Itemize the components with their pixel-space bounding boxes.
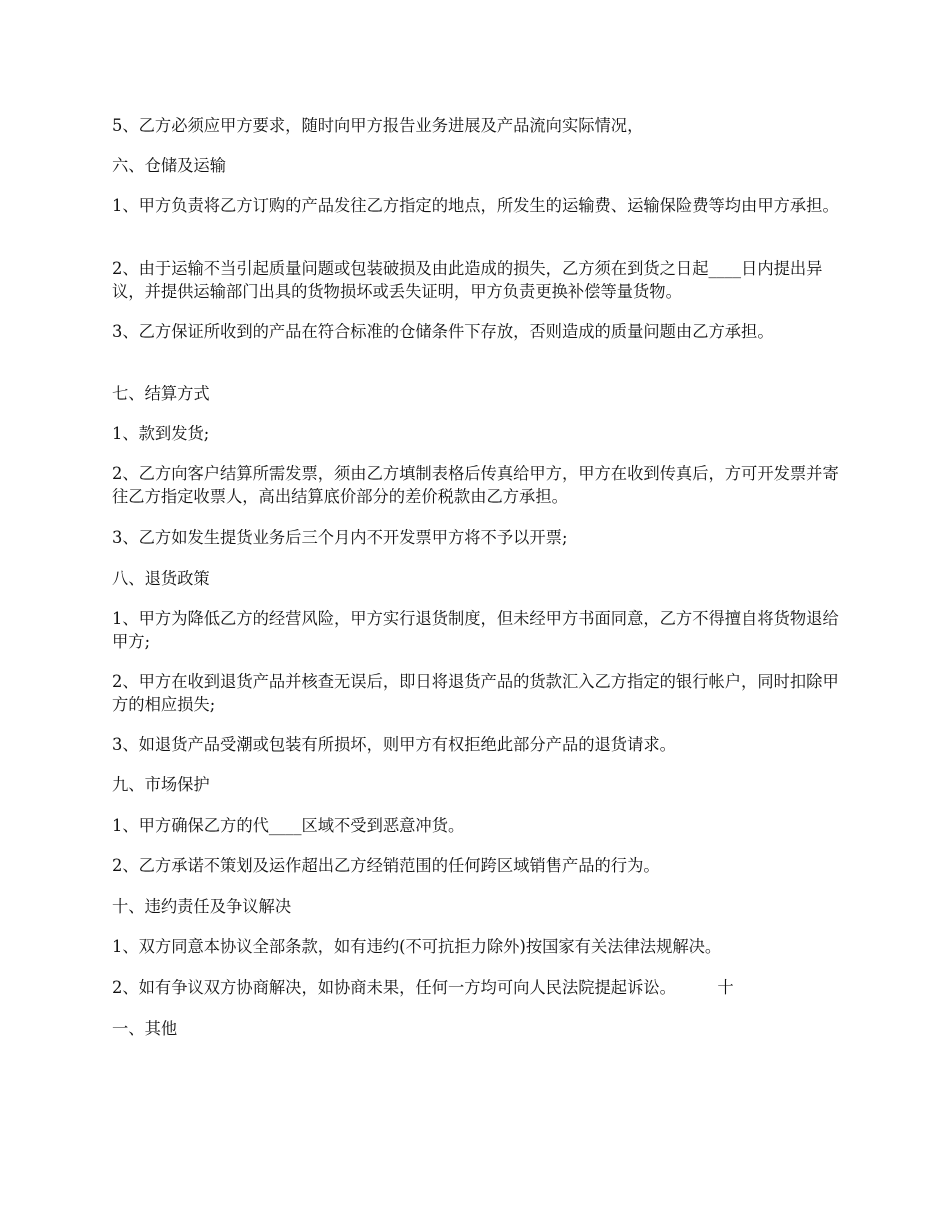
- paragraph: 1、款到发货;: [112, 424, 210, 443]
- paragraph: 2、乙方向客户结算所需发票，须由乙方填制表格后传真给甲方，甲方在收到传真后，方可开发票并寄往乙方指定收票人，高出结算底价部分的差价税款由乙方承担。: [112, 464, 839, 506]
- section-heading: 八、退货政策: [112, 569, 210, 588]
- paragraph: 1、双方同意本协议全部条款，如有违约(不可抗拒力除外)按国家有关法律法规解决。: [112, 937, 722, 956]
- paragraph: 5、乙方必须应甲方要求，随时向甲方报告业务进展及产品流向实际情况，: [112, 116, 644, 135]
- paragraph: 1、甲方为降低乙方的经营风险，甲方实行退货制度，但未经甲方书面同意，乙方不得擅自将货物退给甲方;: [112, 609, 839, 651]
- section-heading: 六、仓储及运输: [112, 156, 226, 175]
- section-heading: 九、市场保护: [112, 775, 210, 794]
- paragraph: 1、甲方负责将乙方订购的产品发往乙方指定的地点，所发生的运输费、运输保险费等均由甲方承担。: [112, 196, 839, 215]
- paragraph: 2、由于运输不当引起质量问题或包装破损及由此造成的损失，乙方须在到货之日起____日内提出异议，并提供运输部门出具的货物损坏或丢失证明，甲方负责更换补偿等量货物。: [112, 259, 823, 301]
- section-heading: 一、其他: [112, 1019, 178, 1038]
- paragraph: 3、乙方保证所收到的产品在符合标准的仓储条件下存放，否则造成的质量问题由乙方承担。: [112, 322, 774, 341]
- section-heading: 十、违约责任及争议解决: [112, 897, 292, 916]
- paragraph: 2、如有争议双方协商解决，如协商未果，任何一方均可向人民法院提起诉讼。 十: [112, 978, 734, 997]
- paragraph: 3、乙方如发生提货业务后三个月内不开发票甲方将不予以开票;: [112, 528, 568, 547]
- paragraph: 2、甲方在收到退货产品并核查无误后，即日将退货产品的货款汇入乙方指定的银行帐户，同时扣除甲方的相应损失;: [112, 672, 839, 714]
- paragraph: 2、乙方承诺不策划及运作超出乙方经销范围的任何跨区域销售产品的行为。: [112, 856, 660, 875]
- section-heading: 七、结算方式: [112, 384, 210, 403]
- paragraph: 3、如退货产品受潮或包装有所损坏，则甲方有权拒绝此部分产品的退货请求。: [112, 735, 676, 754]
- paragraph: 1、甲方确保乙方的代____区域不受到恶意冲货。: [112, 816, 465, 835]
